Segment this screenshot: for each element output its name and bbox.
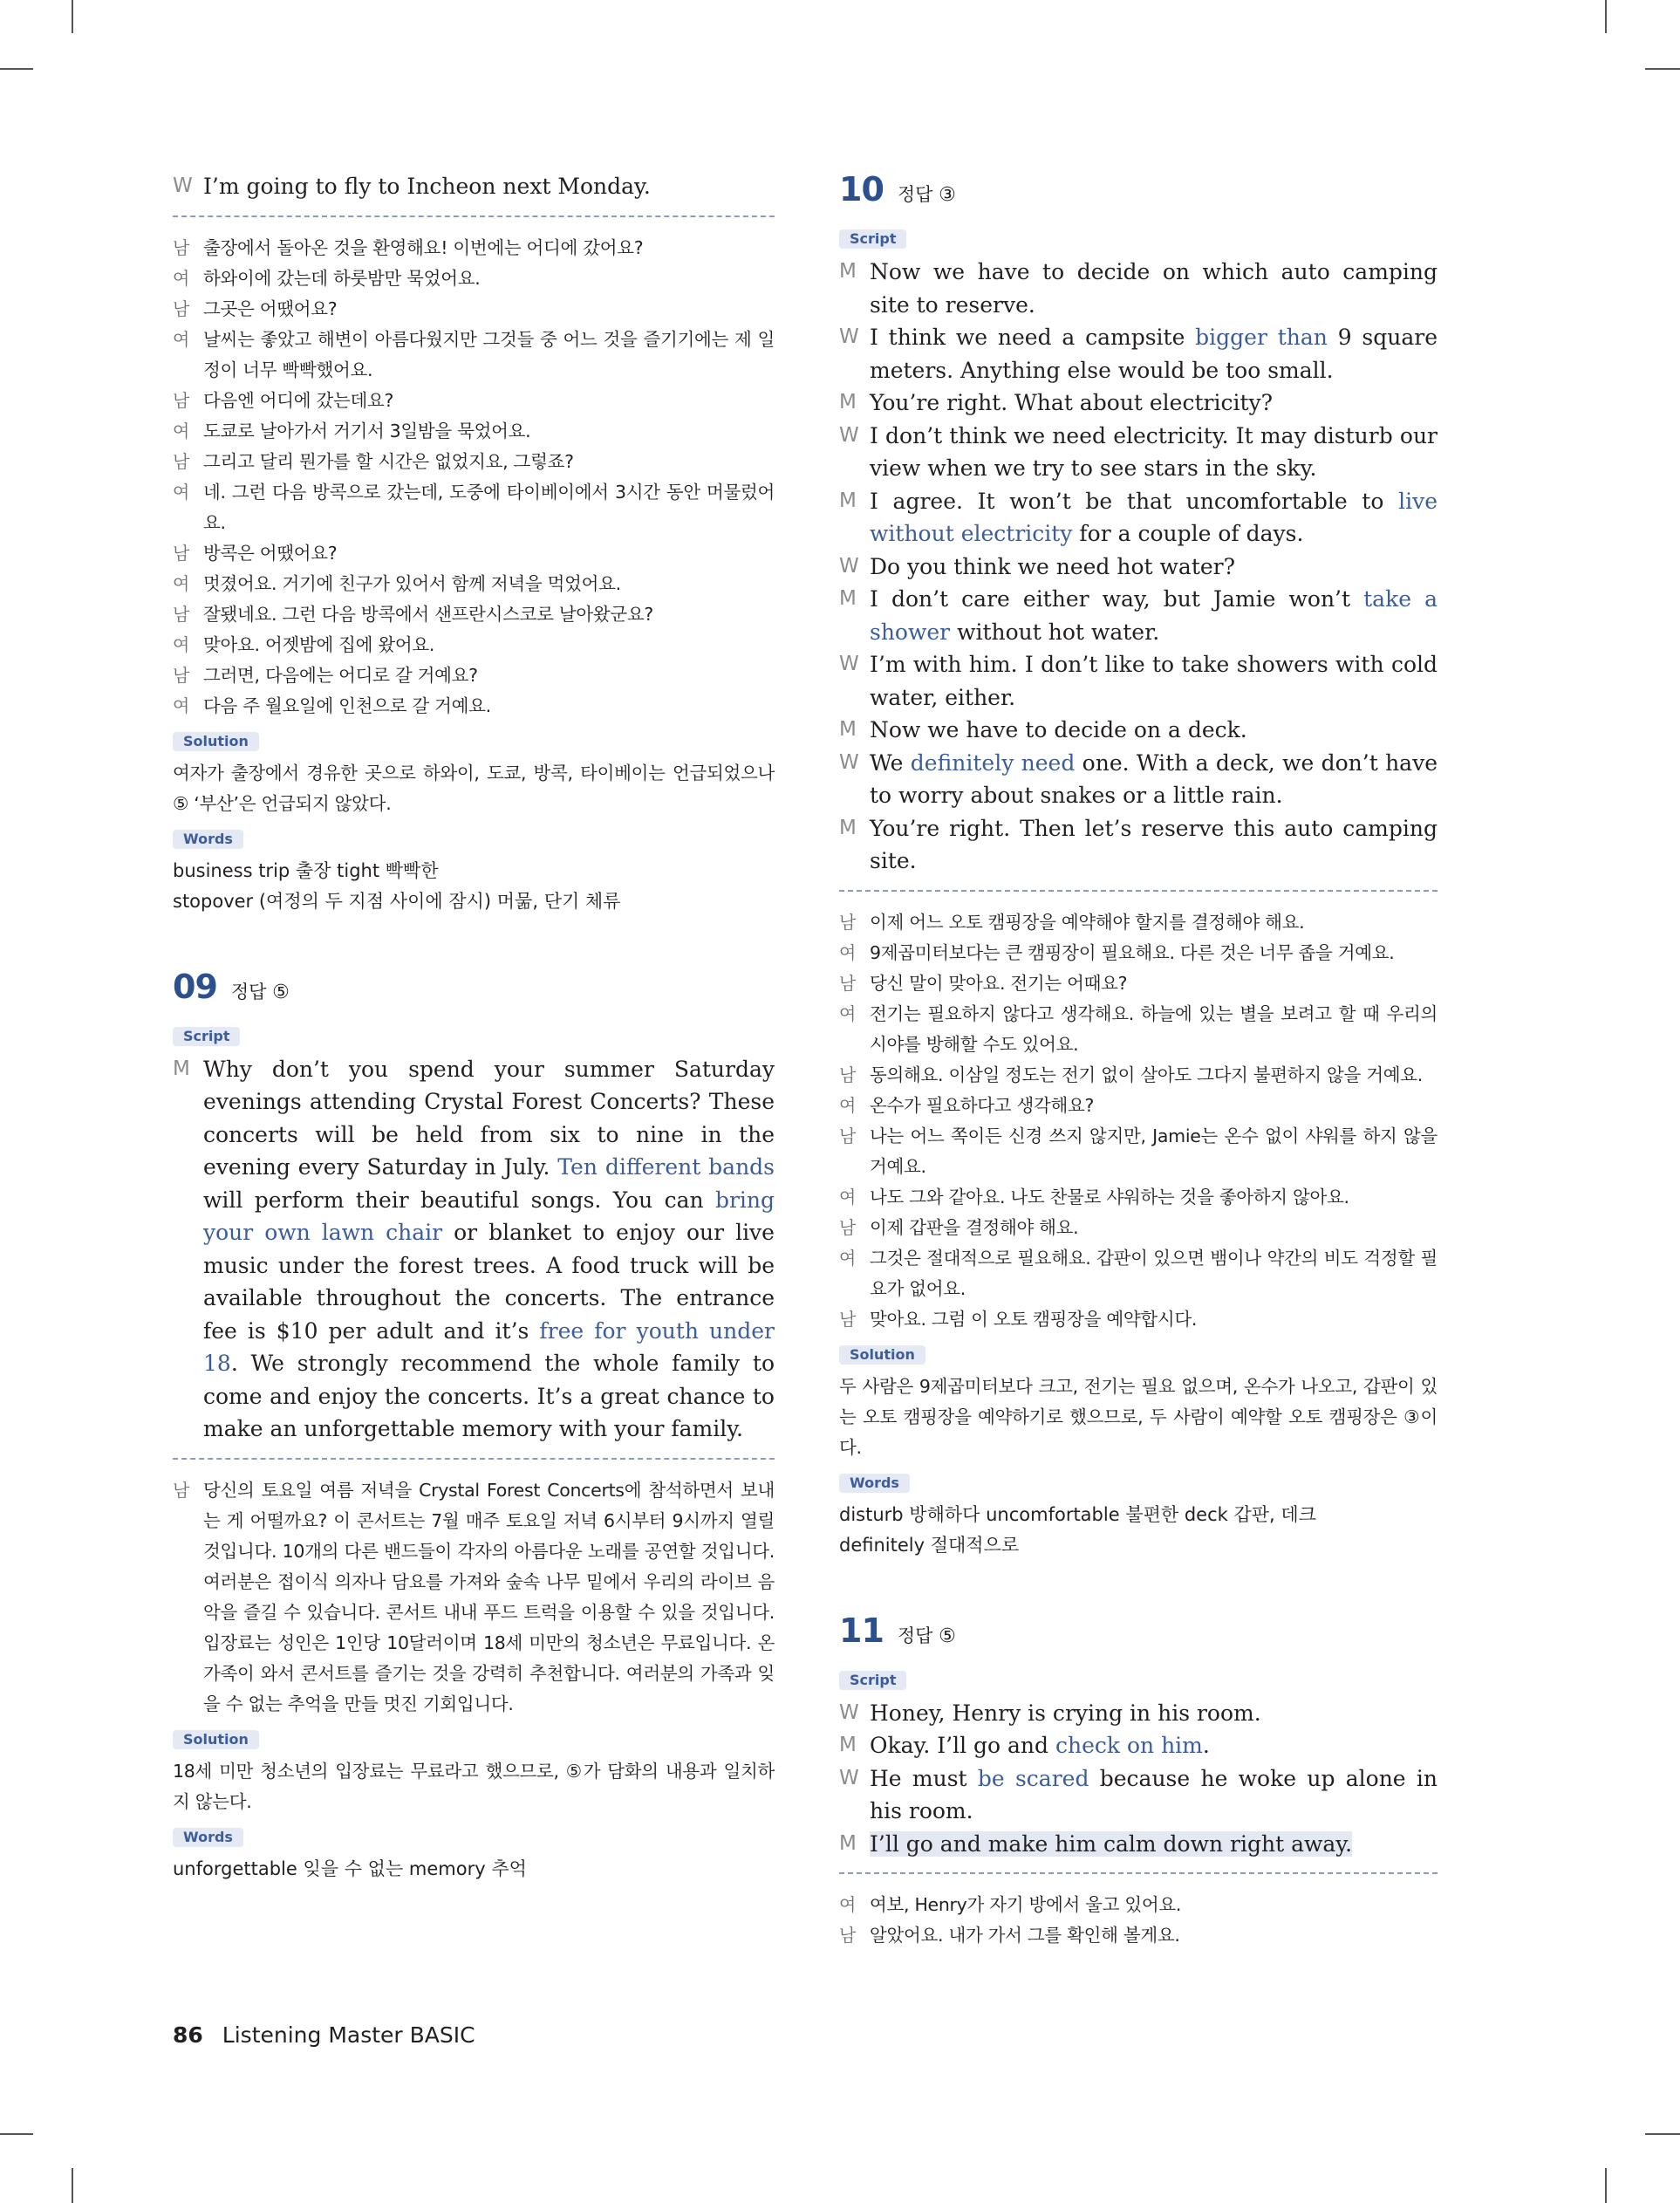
word-entry: unforgettable 잊을 수 없는 memory 추억 [173,1857,527,1879]
script-korean [839,907,1438,1335]
translation-line [839,1182,1438,1213]
words-badge: Words [173,1828,243,1847]
speaker-label: 여 [839,941,857,963]
solution-badge: Solution [839,1345,925,1365]
text-fragment: I’m with him. I don’t like to take showers with cold water, either. [870,652,1438,710]
speaker-label: W [839,1700,859,1724]
highlighted-phrase: check on him [1055,1733,1203,1758]
speaker-label: W [839,554,859,578]
line-text: 나는 어느 쪽이든 신경 쓰지 않지만, Jamie는 온수 없이 샤워를 하지 않을 거예요. [870,1125,1438,1177]
translation-line [839,1060,1438,1091]
speaker-label: 남 [839,972,857,994]
book-title: Listening Master BASIC [222,2022,475,2048]
text-fragment: for a couple of days. [1072,521,1304,546]
speaker-label: 여 [839,1894,857,1915]
word-entry: disturb 방해하다 uncomfortable 불편한 deck 갑판, 데크 [839,1503,1316,1525]
speaker-label: W [839,325,859,348]
text-fragment: I’m going to fly to Incheon next Monday. [203,174,651,199]
line-text [870,1697,1438,1730]
speaker-label: 남 [839,911,857,933]
line-text: 여보, Henry가 자기 방에서 울고 있어요. [870,1894,1182,1915]
solution-text: 18세 미만 청소년의 입장료는 무료라고 했으므로, ⑤가 담화의 내용과 일치하지 않는다. [173,1760,775,1812]
translation-line [839,1304,1438,1335]
line-text: 그곳은 어땠어요? [203,298,338,319]
script-line [839,648,1438,714]
speaker-label: 남 [173,389,190,411]
translation-line [173,447,775,477]
speaker-label: W [839,750,859,774]
script-line [839,1729,1438,1762]
speaker-label: M [839,391,857,414]
script-line [839,420,1438,485]
text-fragment: because he woke up alone in his room. [870,1765,1438,1823]
speaker-label: 여 [173,328,190,350]
line-text: 멋졌어요. 거기에 친구가 있어서 함께 저녁을 먹었어요. [203,572,621,594]
page-footer [173,2022,475,2048]
translation-line [173,1475,775,1720]
answer-label: 정답 ③ [897,184,956,206]
translation-line [839,968,1438,999]
script-line [173,170,775,203]
crop-mark [0,68,33,70]
text-fragment: Okay. I’ll go and [870,1733,1055,1758]
line-text: 그러면, 다음에는 어디로 갈 거예요? [203,664,478,686]
line-text [870,583,1438,648]
script-line [839,485,1438,551]
text-fragment: 9 square meters. Anything else would be too small. [870,325,1438,383]
word-entry: business trip 출장 tight 빡빡한 [173,859,439,881]
text-fragment: Why don’t you spend your summer Saturday evenings attending Crystal Forest Concerts? These concerts will be held from six to nine in the evening every Saturday in July. [203,1056,775,1180]
translation-line [839,1920,1438,1951]
answer-label: 정답 ⑤ [897,1625,956,1647]
speaker-label: 남 [839,1125,857,1146]
speaker-label: 여 [173,572,190,594]
highlighted-phrase: definitely need [910,749,1076,776]
line-text: 당신의 토요일 여름 저녁을 Crystal Forest Concerts에 참석하면서 보내는 게 어떨까요? 이 콘서트는 7월 매주 토요일 저녁 6시부터 9시까지 열릴 것입니다. 10개의 다른 밴드들이 각자의 아름다운 노래를 공연할 것입니다. 여러분은 접이식 의자나 담요를 가져와 숲속 나무 밑에서 우리의 라이브 음악을 즐길 수 있습니다. 콘서트 내내 푸드 트럭을 이용할 수 있을 것입니다. 입장료는 성인은 1인당 10달러이며 18세 미만의 청소년은 무료입니다. 온 가족이 와서 콘서트를 즐기는 것을 강력히 추천합니다. 여러분의 가족과 잊을 수 없는 추억을 만들 멋진 기회입니다. [203,1479,775,1714]
speaker-label: M [839,260,857,283]
speaker-label: 여 [173,267,190,289]
line-text [870,420,1438,485]
translation-line [173,569,775,599]
script-english [173,1053,775,1446]
translation-line [173,294,775,325]
script-line [839,387,1438,420]
line-text: 이제 갑판을 결정해야 해요. [870,1216,1079,1238]
script-line [173,1053,775,1446]
speaker-label: M [839,816,857,839]
translation-line [173,630,775,660]
script-badge: Script [839,229,906,249]
text-fragment: I don’t think we need electricity. It may disturb our view when we try to see stars in the sky. [870,422,1438,481]
line-text [203,170,775,203]
line-text: 온수가 필요하다고 생각해요? [870,1094,1095,1116]
crop-mark [1605,2168,1607,2203]
translation-line [173,691,775,722]
line-text [870,321,1438,387]
speaker-label: W [839,423,859,447]
speaker-label: 남 [839,1925,857,1946]
text-fragment: without hot water. [950,619,1160,645]
script-line [839,812,1438,878]
speaker-label: M [839,1831,857,1855]
speaker-label: 남 [173,236,190,258]
script-english [839,256,1438,878]
line-text [870,1828,1438,1861]
line-text [870,551,1438,584]
left-column [173,170,775,1885]
word-entry: definitely 절대적으로 [839,1534,1020,1556]
speaker-label: 여 [839,1186,857,1208]
speaker-label: M [839,1734,857,1756]
speaker-label: M [173,1057,190,1080]
speaker-label: 남 [173,542,190,564]
speaker-label: 남 [839,1216,857,1238]
translation-line [839,1091,1438,1121]
highlighted-phrase: bring your own lawn chair [203,1187,775,1245]
line-text [870,1762,1438,1828]
word-entry: stopover (여정의 두 지점 사이에 잠시) 머묾, 단기 체류 [173,890,621,912]
line-text: 그것은 절대적으로 필요해요. 갑판이 있으면 뱀이나 약간의 비도 걱정할 필요가 없어요. [870,1247,1438,1299]
line-text: 이제 어느 오토 캠핑장을 예약해야 할지를 결정해야 해요. [870,911,1305,933]
page-number: 86 [173,2022,203,2048]
line-text [870,714,1438,747]
line-text: 하와이에 갔는데 하룻밤만 묵었어요. [203,267,481,289]
line-text: 그리고 달리 뭔가를 할 시간은 없었지요, 그렇죠? [203,450,574,472]
question-number: 11 [839,1611,884,1650]
highlighted-phrase: free for youth under 18 [203,1317,775,1376]
speaker-label: M [839,587,857,610]
text-fragment: You’re right. What about electricity? [870,390,1274,415]
speaker-label: 남 [173,1479,190,1501]
speaker-label: W [839,1766,859,1789]
translation-line [839,999,1438,1060]
translation-line [173,477,775,538]
translation-line [839,938,1438,968]
highlighted-phrase: live without electricity [870,488,1438,546]
text-fragment: . We strongly recommend the whole family to come and enjoy the concerts. It’s a great chance to make an unforgettable memory with your family. [203,1351,775,1441]
script-korean [839,1890,1438,1951]
line-text: 다음엔 어디에 갔는데요? [203,389,394,411]
script-line [839,583,1438,648]
speaker-label: 여 [839,1002,857,1024]
translation-line [173,325,775,386]
text-fragment: one. With a deck, we don’t have to worry about snakes or a little rain. [870,749,1438,808]
line-text: 다음 주 월요일에 인천으로 갈 거예요. [203,694,491,716]
script-line [839,714,1438,747]
line-text [203,1053,775,1446]
text-fragment: will perform their beautiful songs. You can [203,1187,715,1213]
translation-line [839,1243,1438,1304]
marked-answer: I’ll go and make him calm down right away. [870,1830,1353,1857]
question-header-11 [839,1611,1438,1650]
script-line [839,1697,1438,1730]
line-text [870,747,1438,812]
text-fragment: We [870,749,911,776]
question-header-09 [173,968,775,1006]
translation-line [173,599,775,630]
speaker-label: 여 [173,633,190,655]
line-text: 나도 그와 같아요. 나도 찬물로 샤워하는 것을 좋아하지 않아요. [870,1186,1349,1208]
speaker-label: W [839,653,859,675]
text-fragment: Now we have to decide on which auto camping site to reserve. [870,259,1438,318]
line-text: 네. 그런 다음 방콕으로 갔는데, 도중에 타이베이에서 3시간 동안 머물렀어요. [203,481,775,533]
speaker-label: 남 [839,1064,857,1085]
script-korean [173,233,775,722]
line-text: 날씨는 좋았고 해변이 아름다웠지만 그것들 중 어느 것을 즐기기에는 제 일정이 너무 빡빡했어요. [203,328,775,380]
line-text [870,1729,1438,1762]
crop-mark [72,2168,73,2203]
words-list [173,856,775,917]
line-text: 동의해요. 이삼일 정도는 전기 없이 살아도 그다지 불편하지 않을 거예요. [870,1064,1423,1085]
highlighted-phrase: Ten different bands [557,1154,775,1180]
speaker-label: 여 [839,1094,857,1116]
script-line [839,551,1438,584]
text-fragment: You’re right. Then let’s reserve this auto camping site. [870,815,1438,873]
solution-badge: Solution [173,732,259,751]
highlighted-phrase: be scared [977,1765,1089,1791]
question-number: 09 [173,967,217,1006]
dashed-divider [839,1872,1438,1874]
speaker-label: M [839,489,857,512]
script-english [173,170,775,203]
line-text: 9제곱미터보다는 큰 캠핑장이 필요해요. 다른 것은 너무 좁을 거예요. [870,941,1395,963]
speaker-label: 남 [173,603,190,625]
line-text: 출장에서 돌아온 것을 환영해요! 이번에는 어디에 갔어요? [203,236,644,258]
translation-line [173,538,775,569]
line-text: 맞아요. 어젯밤에 집에 왔어요. [203,633,435,655]
line-text: 당신 말이 맞아요. 전기는 어때요? [870,972,1128,994]
speaker-label: 남 [173,298,190,319]
script-line [839,321,1438,387]
text-fragment: Honey, Henry is crying in his room. [870,1700,1261,1726]
crop-mark [1645,68,1680,70]
translation-line [173,263,775,294]
script-korean [173,1475,775,1720]
words-badge: Words [839,1474,910,1493]
text-fragment: I don’t care either way, but Jamie won’t [870,586,1364,612]
script-line [839,1828,1438,1861]
line-text [870,812,1438,878]
dashed-divider [173,1458,775,1460]
text-fragment: I agree. It won’t be that uncomfortable to [870,488,1399,514]
speaker-label: 남 [173,450,190,472]
answer-label: 정답 ⑤ [230,981,290,1003]
script-line [839,1762,1438,1828]
text-fragment: . [1202,1733,1210,1758]
translation-line [173,233,775,263]
text-fragment: Now we have to decide on a deck. [870,717,1247,742]
highlighted-phrase: take a shower [870,586,1438,645]
script-line [839,256,1438,321]
line-text: 잘됐네요. 그런 다음 방콕에서 샌프란시스코로 날아왔군요? [203,603,653,625]
line-text [870,648,1438,714]
script-badge: Script [173,1027,240,1046]
line-text [870,485,1438,551]
translation-line [173,660,775,691]
text-fragment: He must [870,1765,978,1791]
script-badge: Script [839,1671,906,1690]
translation-line [839,907,1438,938]
solution-text: 여자가 출장에서 경유한 곳으로 하와이, 도쿄, 방콕, 타이베이는 언급되었으나 ⑤ ‘부산’은 언급되지 않았다. [173,762,775,814]
words-list [839,1500,1438,1561]
question-header-10 [839,170,1438,209]
script-english [839,1697,1438,1861]
line-text: 전기는 필요하지 않다고 생각해요. 하늘에 있는 별을 보려고 할 때 우리의 시야를 방해할 수도 있어요. [870,1002,1438,1055]
crop-mark [1645,2133,1680,2135]
crop-mark [1605,0,1607,33]
text-fragment: I think we need a campsite [870,325,1196,350]
text-fragment: or blanket to enjoy our live music under the forest trees. A food truck will be available throughout the concerts. The entrance fee is $10 per adult and it’s [203,1220,775,1344]
translation-line [173,416,775,447]
speaker-label: 여 [173,481,190,503]
solution-badge: Solution [173,1730,259,1749]
crop-mark [0,2133,33,2135]
dashed-divider [839,890,1438,892]
line-text: 도쿄로 날아가서 거기서 3일밤을 묵었어요. [203,420,531,441]
crop-mark [72,0,73,33]
speaker-label: 남 [839,1308,857,1330]
line-text: 방콕은 어땠어요? [203,542,338,564]
speaker-label: W [173,174,193,197]
speaker-label: M [839,718,857,741]
words-list [173,1854,775,1885]
speaker-label: 남 [173,664,190,686]
line-text: 알았어요. 내가 가서 그를 확인해 볼게요. [870,1925,1180,1946]
translation-line [839,1121,1438,1182]
speaker-label: 여 [839,1247,857,1269]
question-number: 10 [839,170,884,209]
speaker-label: 여 [173,420,190,441]
text-fragment: Do you think we need hot water? [870,553,1236,579]
translation-line [839,1890,1438,1920]
script-line [839,747,1438,812]
words-badge: Words [173,830,243,849]
translation-line [839,1213,1438,1243]
line-text [870,256,1438,321]
line-text: 맞아요. 그럼 이 오토 캠핑장을 예약합시다. [870,1308,1198,1330]
speaker-label: 여 [173,694,190,716]
solution-text: 두 사람은 9제곱미터보다 크고, 전기는 필요 없으며, 온수가 나오고, 갑판이 있는 오토 캠핑장을 예약하기로 했으므로, 두 사람이 예약할 오토 캠핑장은 ③이다. [839,1375,1438,1458]
translation-line [173,386,775,416]
line-text [870,387,1438,420]
highlighted-phrase: bigger than [1195,325,1328,350]
dashed-divider [173,216,775,217]
right-column [839,170,1438,1951]
